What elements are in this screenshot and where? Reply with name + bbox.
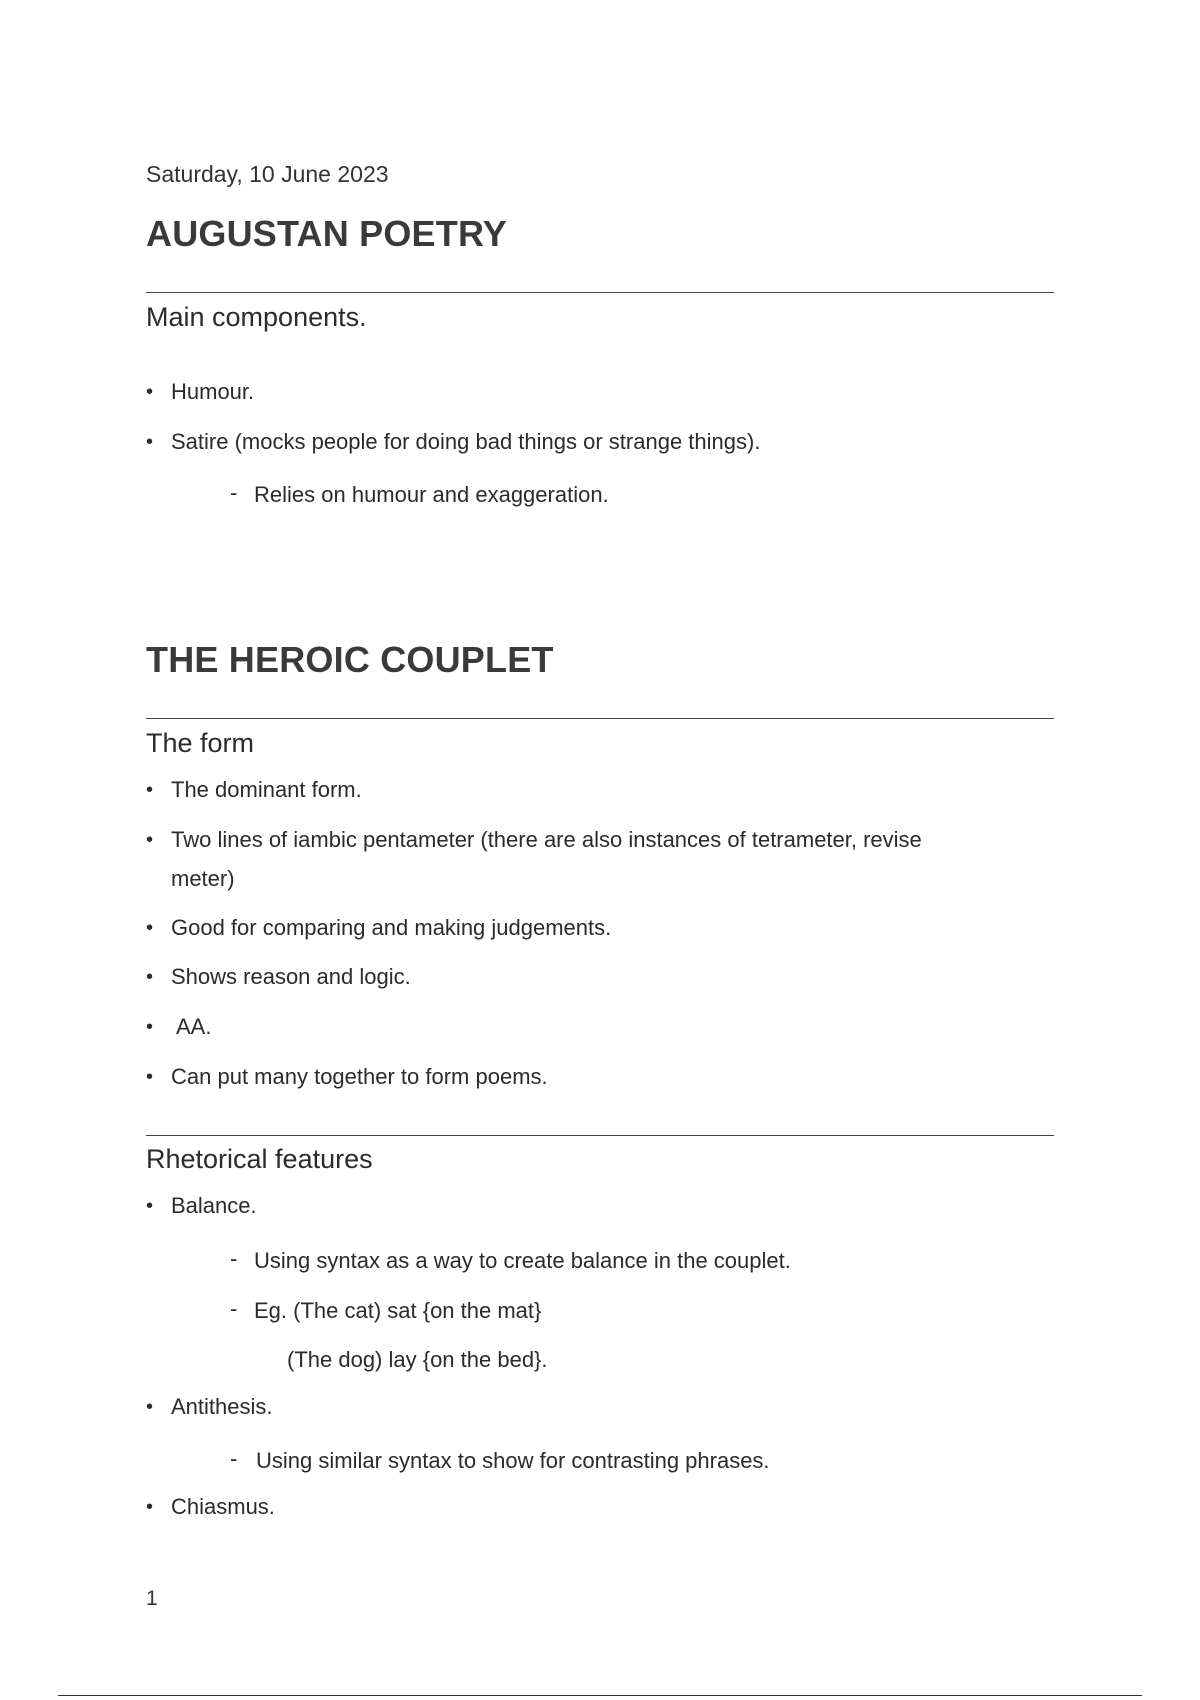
dash-icon: - [230, 1296, 238, 1321]
list-item-text: Good for comparing and making judgements. [171, 915, 612, 940]
page-bottom-rule [58, 1695, 1142, 1696]
list-item-text: Antithesis. [171, 1394, 273, 1419]
divider-rule [146, 718, 1054, 719]
bullet-icon: • [146, 1496, 154, 1518]
list-item-text: Two lines of iambic pentameter (there are also instances of tetrameter, revise [171, 827, 922, 852]
divider-rule [146, 292, 1054, 293]
bullet-icon: • [146, 1396, 154, 1418]
bullet-icon: • [146, 966, 154, 988]
bullet-icon: • [146, 431, 154, 453]
dash-icon: - [230, 1246, 238, 1271]
dash-icon: - [230, 480, 238, 505]
list-item-text: Chiasmus. [171, 1494, 275, 1519]
example-continuation: (The dog) lay {on the bed}. [287, 1347, 548, 1372]
list-item-text: Humour. [171, 379, 255, 404]
bullet-icon: • [146, 1195, 154, 1217]
divider-rule [146, 1135, 1054, 1136]
subheading-main-components: Main components. [146, 302, 367, 332]
sub-list-item-text: Using similar syntax to show for contrasting phrases. [256, 1448, 770, 1473]
list-item-text: Shows reason and logic. [171, 964, 411, 989]
bullet-icon: • [146, 917, 154, 939]
bullet-icon: • [146, 1016, 154, 1038]
page-number: 1 [146, 1587, 158, 1610]
heading-heroic-couplet: THE HEROIC COUPLET [146, 639, 554, 680]
date-line: Saturday, 10 June 2023 [146, 161, 389, 187]
list-item-text: Balance. [171, 1193, 257, 1218]
list-item-text: Can put many together to form poems. [171, 1064, 548, 1089]
list-item-text: AA. [176, 1014, 212, 1039]
bullet-icon: • [146, 381, 154, 403]
sub-list-item-text: Relies on humour and exaggeration. [254, 482, 609, 507]
bullet-icon: • [146, 1066, 154, 1088]
sub-list-item-text: Using syntax as a way to create balance in the couplet. [254, 1248, 791, 1273]
list-item-text: Satire (mocks people for doing bad things or strange things). [171, 429, 761, 454]
list-item-continuation: meter) [171, 866, 235, 891]
list-item-text: The dominant form. [171, 777, 362, 802]
bullet-icon: • [146, 829, 154, 851]
bullet-icon: • [146, 779, 154, 801]
heading-augustan-poetry: AUGUSTAN POETRY [146, 213, 508, 254]
subheading-the-form: The form [146, 728, 255, 758]
subheading-rhetorical-features: Rhetorical features [146, 1144, 373, 1174]
sub-list-item-text: Eg. (The cat) sat {on the mat} [254, 1298, 542, 1323]
dash-icon: - [230, 1446, 238, 1471]
